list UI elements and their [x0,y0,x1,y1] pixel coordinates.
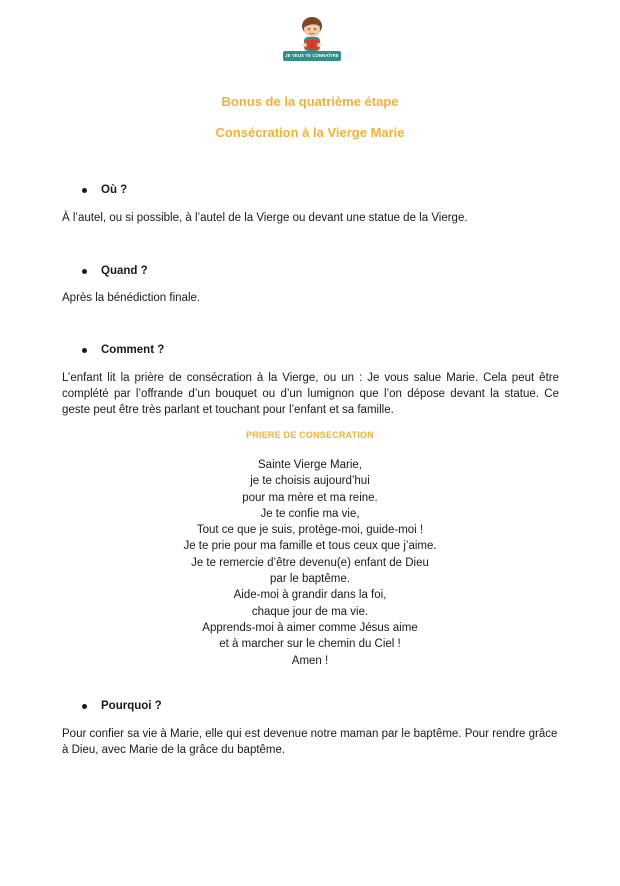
prayer-line: je te choisis aujourd’hui [250,475,370,488]
prayer-line: chaque jour de ma vie. [251,605,369,618]
section-heading-label: Où ? [101,184,128,196]
section-text-pourquoi: Pour confier sa vie à Marie, elle qui est devenue notre maman par le baptême. Pour rendre grâce à Dieu, avec Marie de la grâce du baptême. [62,728,558,756]
prayer-title: PRIERE DE CONSECRATION [246,430,374,440]
prayer-line: Je te remercie d’être devenu(e) enfant de Dieu [191,556,429,569]
page-title: Bonus de la quatrième étape [221,94,399,109]
section-heading-label: Quand ? [101,265,148,277]
section-heading-label: Pourquoi ? [101,700,162,712]
prayer-line: Aide-moi à grandir dans la foi, [233,589,387,602]
prayer-line: et à marcher sur le chemin du Ciel ! [219,638,401,651]
prayer-line: par le baptême. [270,573,350,586]
bullet-icon [82,348,87,353]
prayer-line: Sainte Vierge Marie, [258,459,362,471]
bullet-icon [82,704,87,709]
bullet-icon [82,188,87,193]
logo [283,14,341,64]
prayer-line: Je te prie pour ma famille et tous ceux que j’aime. [183,540,437,553]
bullet-icon [82,269,87,274]
prayer-line: Tout ce que je suis, protège-moi, guide-moi ! [196,524,424,537]
prayer-line: pour ma mère et ma reine. [242,491,378,504]
logo-banner: JE VEUX TE CONNAÎTRE [283,51,341,61]
prayer-line: Amen ! [291,654,329,667]
section-text-comment: L’enfant lit la prière de consécration à la Vierge, ou un : Je vous salue Marie. Cela peut être complété par l’offrande d’un bouquet ou d’un lumignon que l’on dépose devant la statue. Ce geste peut être très parlant et touchant pour l’enfant et sa famille. [62,372,559,416]
section-text-ou: À l’autel, ou si possible, à l’autel de la Vierge ou devant une statue de la Vierge. [62,212,468,224]
prayer-line: Je te confie ma vie, [260,507,360,520]
section-heading-label: Comment ? [101,344,165,356]
prayer-text [0,457,620,669]
section-text-quand: Après la bénédiction finale. [62,292,201,304]
prayer-line: Apprends-moi à aimer comme Jésus aime [202,621,418,634]
page-subtitle: Consécration à la Vierge Marie [215,125,405,140]
child-reading-icon [283,14,341,54]
